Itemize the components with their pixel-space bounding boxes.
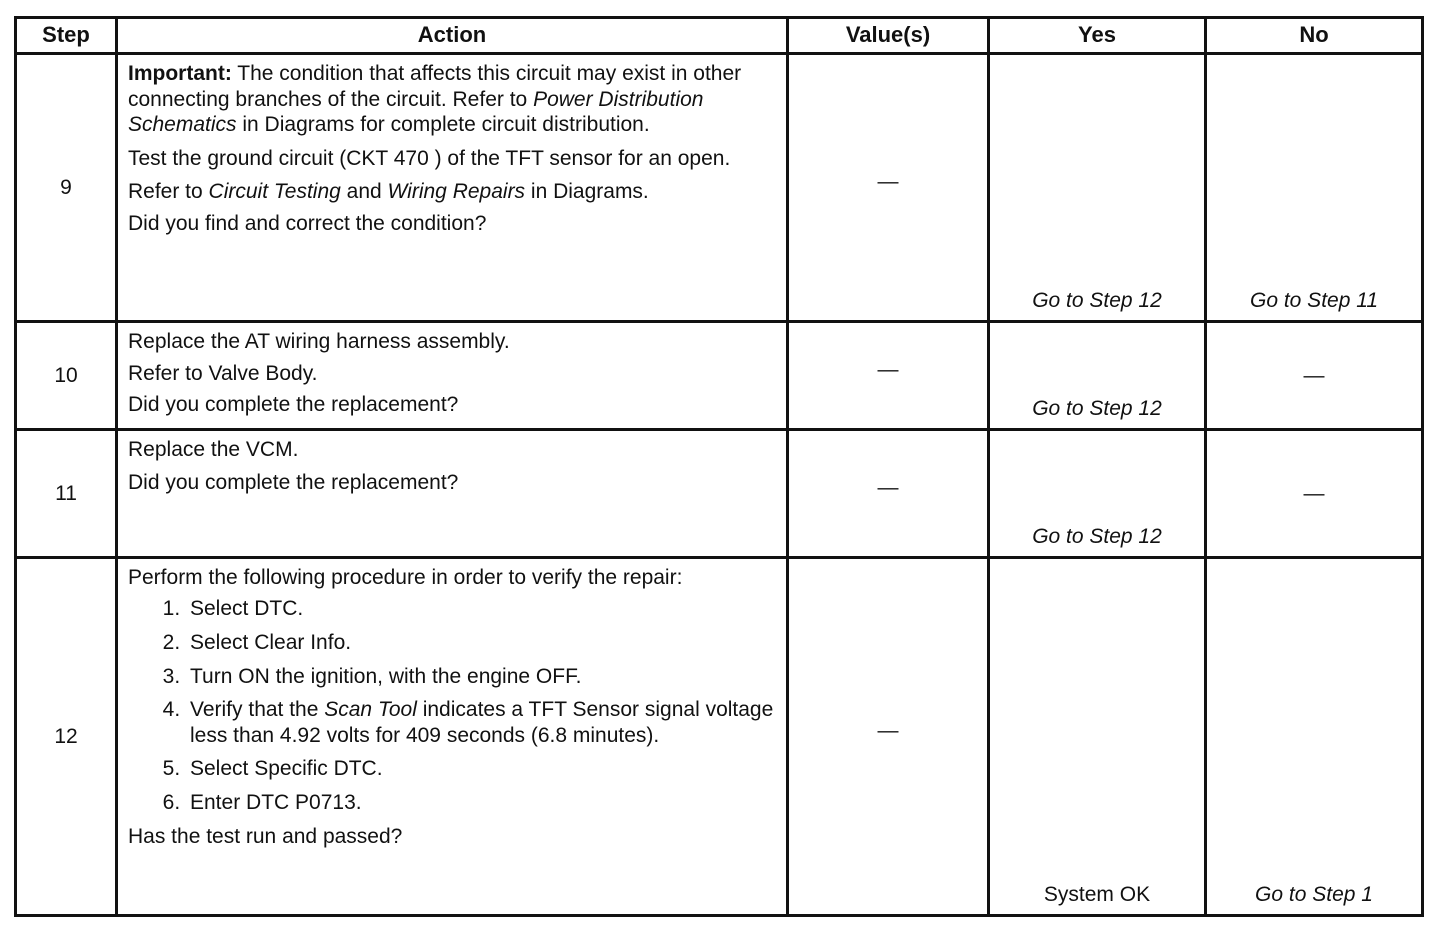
refer-text: in Diagrams. xyxy=(525,180,649,204)
list-item: 5. Select Specific DTC. xyxy=(186,756,776,782)
value-cell xyxy=(788,429,989,557)
no-cell: Go to Step 11 xyxy=(1206,54,1423,322)
header-no: No xyxy=(1206,18,1423,54)
no-cell: — xyxy=(1206,429,1423,557)
list-item xyxy=(186,697,776,748)
no-cell: — xyxy=(1206,322,1423,430)
item-text: Verify that the xyxy=(190,698,325,722)
important-text: in Diagrams for complete circuit distribution. xyxy=(236,113,650,137)
table-row xyxy=(16,322,1423,430)
action-cell xyxy=(117,429,788,557)
schematics-reference: Power Distribution Schematics xyxy=(128,87,704,137)
important-text: The condition that affects this circuit may exist in other connecting branches of the circuit. Refer to xyxy=(128,62,742,111)
item-text: indicates a TFT Sensor signal voltage less than 4.92 volts for 409 seconds (6.8 minutes). xyxy=(190,698,774,747)
action-question: Did you complete the replacement? xyxy=(128,393,459,417)
value-dash: — xyxy=(877,718,899,742)
refer-text: Refer to xyxy=(128,180,209,204)
action-instruction: Replace the AT wiring harness assembly. xyxy=(128,330,510,353)
refer-line xyxy=(128,179,776,205)
action-cell xyxy=(117,54,788,322)
yes-cell: Go to Step 12 xyxy=(989,54,1206,322)
step-number: 10 xyxy=(16,322,117,430)
step-number: 9 xyxy=(16,54,117,322)
header-yes: Yes xyxy=(989,18,1206,54)
step-number: 12 xyxy=(16,557,117,915)
header-action: Action xyxy=(117,18,788,54)
header-row xyxy=(16,18,1423,54)
list-item: 1. Select DTC. xyxy=(186,596,776,622)
value-cell xyxy=(788,54,989,322)
action-question: Did you find and correct the condition? xyxy=(128,212,487,236)
table-row xyxy=(16,54,1423,322)
table-row xyxy=(16,557,1423,915)
important-note xyxy=(128,61,776,138)
list-item: 3. Turn ON the ignition, with the engine OFF. xyxy=(186,664,776,690)
list-item: 2. Select Clear Info. xyxy=(186,630,776,656)
step-number: 11 xyxy=(16,429,117,557)
action-instruction: Test the ground circuit (CKT 470 ) of the TFT sensor for an open. xyxy=(128,146,731,170)
table-row xyxy=(16,429,1423,557)
scan-tool-reference: Scan Tool xyxy=(324,698,417,722)
action-intro: Perform the following procedure in order to verify the repair: xyxy=(128,565,683,589)
value-cell xyxy=(788,557,989,915)
action-question: Did you complete the replacement? xyxy=(128,471,459,495)
action-instruction: Refer to Valve Body. xyxy=(128,361,318,385)
value-dash: — xyxy=(877,357,899,381)
action-cell xyxy=(117,322,788,430)
wiring-repairs-reference: Wiring Repairs xyxy=(387,180,526,204)
action-instruction: Replace the VCM. xyxy=(128,437,299,461)
important-label: Important: xyxy=(128,62,232,85)
action-cell xyxy=(117,557,788,915)
header-step: Step xyxy=(16,18,117,54)
procedure-list xyxy=(128,596,776,815)
circuit-testing-reference: Circuit Testing xyxy=(208,180,341,204)
action-question: Has the test run and passed? xyxy=(128,824,403,848)
yes-cell: Go to Step 12 xyxy=(989,322,1206,430)
refer-text: and xyxy=(340,180,388,204)
value-dash: — xyxy=(877,475,899,499)
yes-cell: System OK xyxy=(989,557,1206,915)
value-cell xyxy=(788,322,989,430)
diagnostic-table xyxy=(14,16,1424,917)
header-values: Value(s) xyxy=(788,18,989,54)
value-dash: — xyxy=(877,169,899,193)
yes-cell: Go to Step 12 xyxy=(989,429,1206,557)
no-cell: Go to Step 1 xyxy=(1206,557,1423,915)
list-item: 6. Enter DTC P0713. xyxy=(186,790,776,816)
